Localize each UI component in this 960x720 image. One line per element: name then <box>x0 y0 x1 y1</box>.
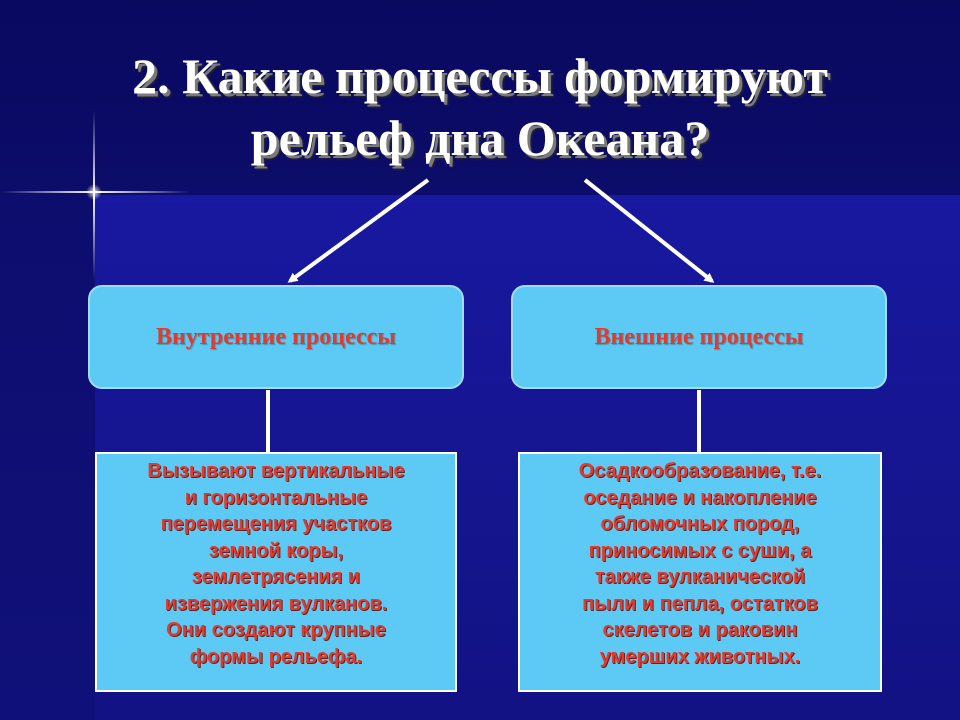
internal-processes-box <box>88 285 464 389</box>
connector-left <box>266 390 270 452</box>
external-processes-description-box <box>518 452 882 692</box>
connector-right <box>697 390 701 452</box>
external-processes-box <box>511 285 887 389</box>
internal-processes-description: Вызывают вертикальные и горизонтальные перемещения участков земной коры, землетрясения и извержения вулканов. Они создают крупные формы рельефа. <box>147 460 405 668</box>
arrow-right <box>585 180 712 281</box>
slide-title: 2. Какие процессы формируют рельеф дна Океана? <box>132 48 828 166</box>
external-processes-description: Осадкообразование, т.е. оседание и накопление обломочных пород, приносимых с суши, а также вулканической пыли и пепла, остатков скелетов и раковин умерших животных. <box>578 460 822 668</box>
internal-processes-description-box <box>95 452 457 692</box>
arrow-left <box>290 180 428 281</box>
external-processes-label: Внешние процессы <box>594 323 804 350</box>
internal-processes-label: Внутренние процессы <box>155 323 397 350</box>
